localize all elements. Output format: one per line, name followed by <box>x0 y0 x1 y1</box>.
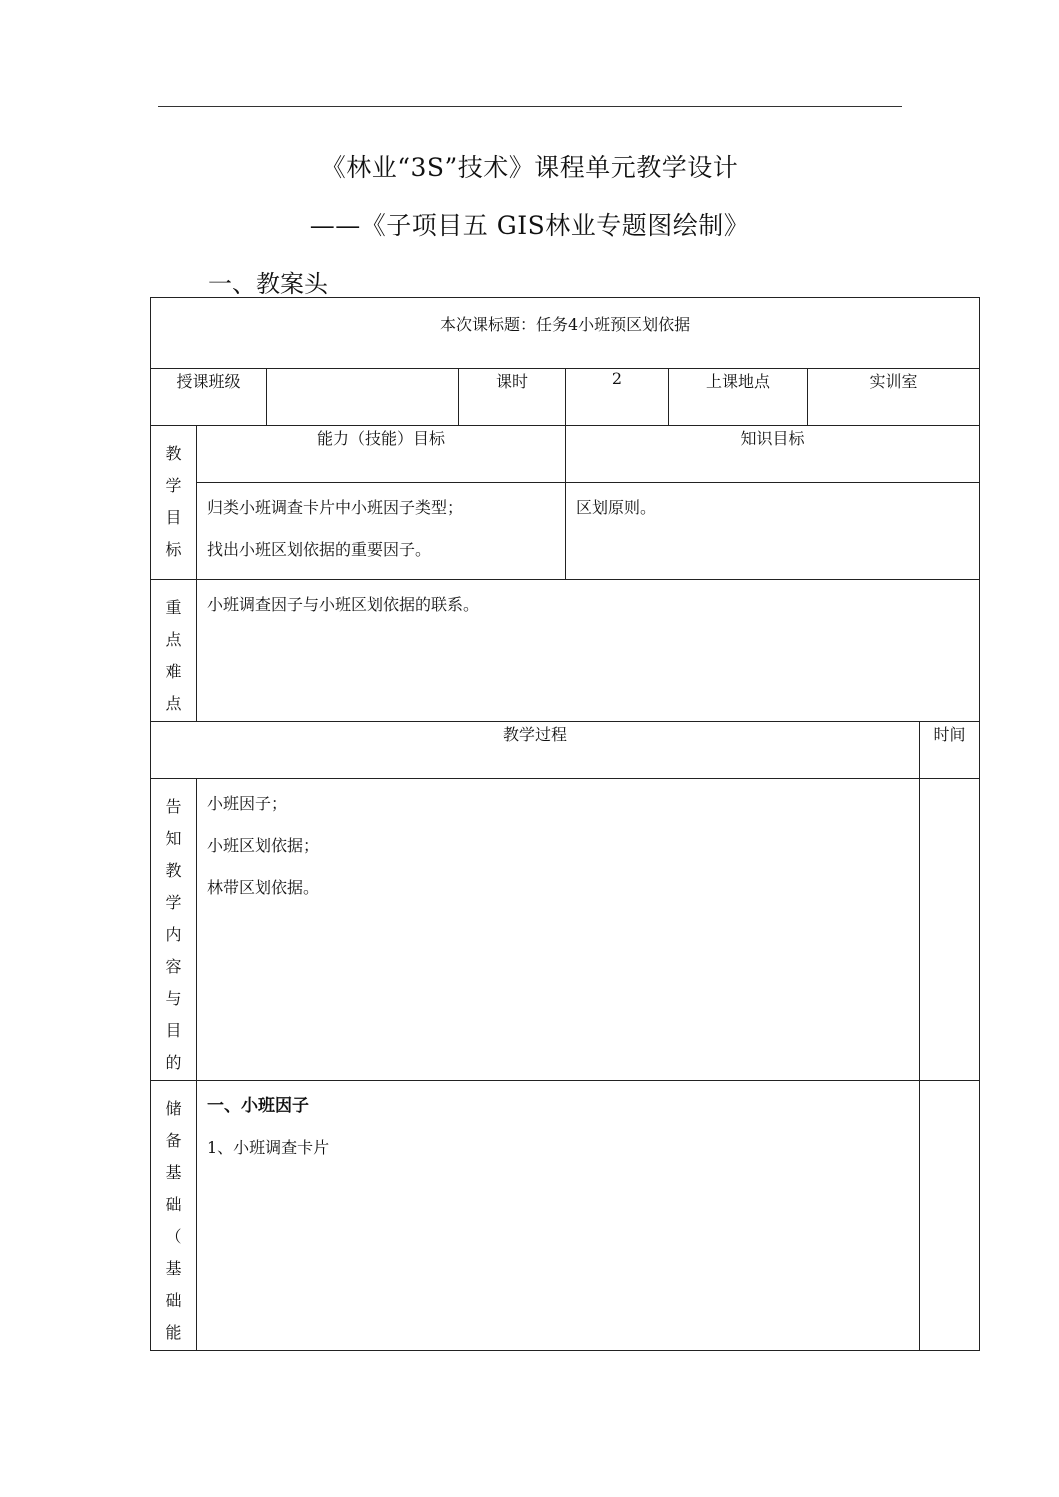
header-rule <box>158 106 902 107</box>
objectives-content-row <box>151 483 980 580</box>
lesson-title-row <box>151 298 980 369</box>
key-points-row <box>151 580 980 722</box>
class-value <box>267 369 459 426</box>
process-header: 教学过程 <box>151 722 920 779</box>
objectives-header-row <box>151 426 980 483</box>
lesson-plan-table <box>150 297 980 1351</box>
location-value: 实训室 <box>808 369 980 426</box>
knowledge-cell <box>566 483 980 580</box>
hours-value: 2 <box>566 369 669 426</box>
key-points-text: 小班调查因子与小班区划依据的联系。 <box>207 595 480 614</box>
time-header: 时间 <box>920 722 980 779</box>
class-info-row <box>151 369 980 426</box>
ability-header: 能力（技能）目标 <box>197 426 566 483</box>
key-points-label: 重 点 难 点 <box>151 580 197 722</box>
document-title: 《林业“3S”技术》课程单元教学设计 <box>320 153 739 182</box>
lesson-title-cell <box>151 298 980 369</box>
inform-cell <box>197 779 920 1081</box>
key-points-cell <box>197 580 980 722</box>
document-subtitle: ——《子项目五 GIS林业专题图绘制》 <box>309 211 750 240</box>
reserve-cell <box>197 1081 920 1351</box>
reserve-time-cell <box>920 1081 980 1351</box>
ability-item: 找出小班区划依据的重要因子。 <box>207 540 432 559</box>
reserve-heading: 一、小班因子 <box>207 1096 309 1116</box>
inform-label: 告 知 教 学 内 容 与 目 的 <box>151 779 197 1081</box>
ability-item: 归类小班调查卡片中小班因子类型； <box>207 498 464 517</box>
process-header-row <box>151 722 980 779</box>
inform-time-cell <box>920 779 980 1081</box>
reserve-item: 1、小班调查卡片 <box>207 1138 330 1157</box>
ability-cell <box>197 483 566 580</box>
inform-item: 林带区划依据。 <box>207 878 320 897</box>
inform-row <box>151 779 980 1081</box>
lesson-title: 本次课标题：任务4小班预区划依据 <box>439 315 691 334</box>
knowledge-header: 知识目标 <box>566 426 980 483</box>
location-label: 上课地点 <box>669 369 808 426</box>
knowledge-item: 区划原则。 <box>576 498 657 517</box>
section-heading: 一、教案头 <box>208 270 328 298</box>
objectives-label: 教 学 目 标 <box>151 426 197 580</box>
class-label: 授课班级 <box>151 369 267 426</box>
inform-item: 小班区划依据； <box>207 836 320 855</box>
reserve-label: 储 备 基 础 （ 基 础 能 <box>151 1081 197 1351</box>
inform-item: 小班因子； <box>207 794 288 813</box>
hours-label: 课时 <box>459 369 566 426</box>
reserve-row <box>151 1081 980 1351</box>
